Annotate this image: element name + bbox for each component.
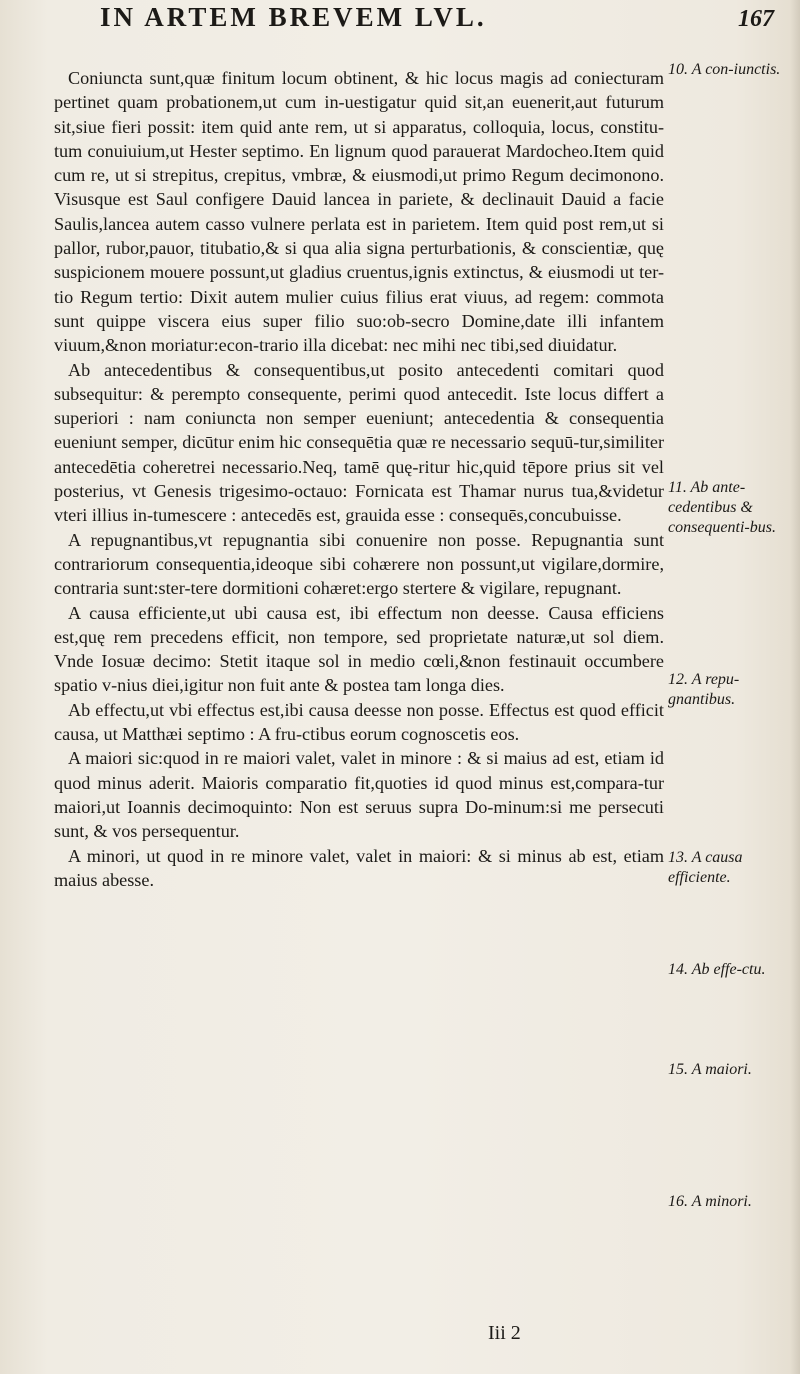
signature-mark: Iii 2 bbox=[488, 1322, 521, 1344]
paragraph-coniuncta: Coniuncta sunt,quæ finitum locum obtinent, & hic locus magis ad coniecturam pertinet quam probationem,ut cum in-uestigatur quid sit,an euenerit,aut futurum sit,siue fieri possit: item quid ante rem, ut si apparatus, colloquia, locus, constitu-tum conuiuium,ut Hester septimo. En lignum quod parauerat Mardocheo.Item quid cum re, ut si strepitus, crepitus, vmbræ, & eiusmodi,ut primo Regum decimonono. Visusque est Saul configere Dauid lancea in pariete, & declinauit Dauid a facie Saulis,lancea autem casso vulnere perlata est in parietem. Item quid post rem,ut si pallor, rubor,pauor, titubatio,& si qua alia signa perturbationis, & conscientiæ, quę suspicionem mouere possunt,ut gladius cruentus,ignis extinctus, & eiusmodi ut ter-tio Regum tertio: Dixit autem mulier cuius filius erat viuus, ad regem: commota sunt quippe viscera eius super filio suo:ob-secro Domine,date illi infantem viuum,&non moriatur:econ-trario illa dicebat: nec mihi nec tibi,sed diuidatur. bbox=[54, 68, 664, 356]
running-head: IN ARTEM BREVEM LVL. bbox=[100, 2, 487, 32]
main-text-column bbox=[54, 66, 664, 892]
paragraph-repugnantia: A repugnantibus,vt repugnantia sibi conuenire non posse. Repugnantia sunt contrariorum consequentia,ideoque sibi cohærere non possunt,ut vigilare,dormire, contraria sunt:ster-tere dormitioni cohæret:ergo stertere & vigilare, repugnant. bbox=[54, 529, 664, 599]
page-number: 167 bbox=[738, 6, 774, 32]
paragraph-maiori: A maiori sic:quod in re maiori valet, valet in minore : & si maius ad est, etiam id quod minus aderit. Maioris comparatio fit,quoties id quod minus est,compara-tur maiori,ut Ioannis decimoquinto: Non est seruus supra Do-minum:si me persecuti sunt, & vos persequentur. bbox=[54, 748, 664, 842]
margin-note-11: 11. Ab ante-cedentibus & consequenti-bus. bbox=[668, 479, 776, 536]
page-header bbox=[0, 0, 800, 64]
margin-note-14: 14. Ab effe-ctu. bbox=[668, 961, 766, 978]
page-edge-shadow bbox=[790, 0, 800, 1374]
paragraph-minori: A minori, ut quod in re minore valet, valet in maiori: & si minus ab est, etiam maius abesse. bbox=[54, 845, 664, 890]
margin-note-16: 16. A minori. bbox=[668, 1193, 752, 1210]
paragraph-effectus: Ab effectu,ut vbi effectus est,ibi causa deesse non posse. Effectus est quod efficit causa, ut Matthæi septimo : A fru-ctibus eorum cognoscetis eos. bbox=[54, 699, 664, 745]
margin-note-10: 10. A con-iunctis. bbox=[668, 61, 781, 78]
paragraph-causa: A causa efficiente,ut ubi causa est, ibi effectum non deesse. Causa efficiens est,quę rem precedens efficit, non tempore, sed proprietate naturæ,ut sol diem. Vnde Iosuæ decimo: Stetit itaque sol in medio cœli,&non festinauit occumbere spatio v-nius diei,igitur non fuit ante & postea tam longa dies. bbox=[54, 602, 664, 696]
margin-note-13: 13. A causa efficiente. bbox=[668, 849, 743, 886]
paragraph-antecedentia: Ab antecedentibus & consequentibus,ut posito antecedenti comitari quod subsequitur: & perempto consequente, perimi quod antecedit. Iste locus differt a superiori : nam coniuncta non semper eueniunt; antecedentia & consequentia eueniunt semper, dicūtur enim hic consequētia quæ re necessario sequū-tur,similiter antecedētia coheretrei necessario.Neq, tamē quę-ritur hic,quid tēpore prius sit vel posterius, vt Genesis trigesimo-octauo: Fornicata est Thamar nurus tua,&videtur vteri illius in-tumescere : antecedēs est, grauida esse : consequēs,concubuisse. bbox=[54, 359, 664, 526]
margin-note-12: 12. A repu-gnantibus. bbox=[668, 671, 740, 708]
margin-note-15: 15. A maiori. bbox=[668, 1061, 752, 1078]
